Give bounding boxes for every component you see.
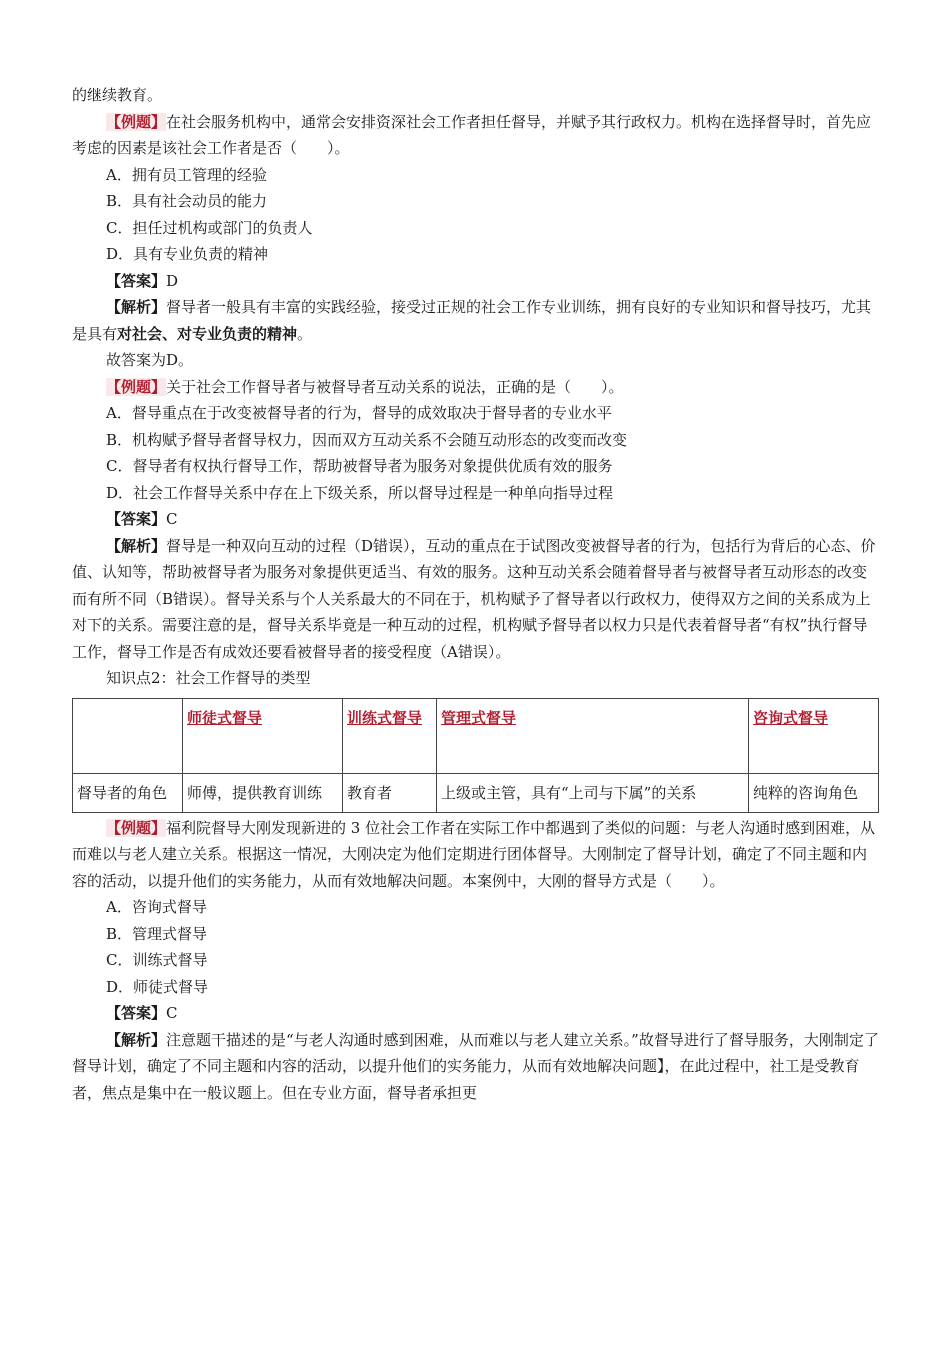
- knowledge-point-heading: 知识点2：社会工作督导的类型: [106, 669, 311, 687]
- table-cell: 教育者: [343, 773, 437, 812]
- table-header-cell: [343, 698, 437, 773]
- q2-answer-value: C: [166, 510, 178, 528]
- header-link-management[interactable]: 管理式督导: [441, 708, 517, 727]
- example-tag: 【例题】: [106, 818, 167, 837]
- q1-option-a: A．拥有员工管理的经验: [106, 165, 267, 184]
- table-cell: 督导者的角色: [73, 773, 183, 812]
- table-cell: 上级或主管，具有“上司与下属”的关系: [437, 773, 749, 812]
- q3-analysis-text: 注意题干描述的是“与老人沟通时感到困难，从而难以与老人建立关系。”故督导进行了督导服务，大刚制定了督导计划，确定了不同主题和内容的活动，以提升他们的实务能力，从而有效地解决问题】，在此过程中，社工是受教育者，焦点是集中在一般议题上。但在专业方面，督导者承担更: [72, 1030, 879, 1102]
- table-header-cell: [749, 698, 879, 773]
- q2-option-d: D．社会工作督导关系中存在上下级关系，所以督导过程是一种单向指导过程: [106, 483, 614, 502]
- q2-stem: 关于社会工作督导者与被督导者互动关系的说法，正确的是（ ）。: [166, 377, 624, 396]
- answer-label: 【答案】: [106, 271, 167, 290]
- q2-option-b: B．机构赋予督导者督导权力，因而双方互动关系不会随互动形态的改变而改变: [106, 430, 628, 449]
- q3-answer: [72, 1000, 880, 1027]
- q3-answer-value: C: [166, 1004, 178, 1022]
- q3-option-a: A．咨询式督导: [106, 898, 207, 916]
- q2-analysis: [72, 533, 880, 666]
- q3-option-d: D．师徒式督导: [106, 977, 209, 996]
- example-tag: 【例题】: [106, 112, 167, 131]
- q1-option-d: D．具有专业负责的精神: [106, 245, 269, 263]
- example-tag: 【例题】: [106, 377, 167, 396]
- q2-option-c: C．督导者有权执行督导工作，帮助被督导者为服务对象提供优质有效的服务: [106, 457, 613, 475]
- q2-option-a: A．督导重点在于改变被督导者的行为，督导的成效取决于督导者的专业水平: [106, 404, 612, 422]
- q1-answer-value: D: [166, 271, 179, 290]
- document-page: [72, 82, 880, 1106]
- table-header-row: [73, 698, 879, 773]
- q3-stem: 福利院督导大刚发现新进的 3 位社会工作者在实际工作中都遇到了类似的问题：与老人沟通时感到困难，从而难以与老人建立关系。根据这一情况，大刚决定为他们定期进行团体督导。大刚制定了督导计划，确定了不同主题和内容的活动，以提升他们的实务能力，从而有效地解决问题。本案例中，大刚的督导方式是（ ）。: [72, 818, 876, 890]
- header-link-mentor[interactable]: 师徒式督导: [187, 708, 263, 727]
- table-header-cell: [73, 698, 183, 773]
- analysis-label: 【解析】: [106, 1030, 167, 1049]
- table-header-cell: [183, 698, 343, 773]
- q1-analysis-post: 。: [297, 324, 313, 343]
- table-cell: 纯粹的咨询角色: [749, 773, 879, 812]
- q1-stem: 在社会服务机构中，通常会安排资深社会工作者担任督导，并赋予其行政权力。机构在选择督导时，首先应考虑的因素是该社会工作者是否（ ）。: [72, 112, 872, 157]
- answer-label: 【答案】: [106, 1004, 167, 1022]
- q3-analysis: [72, 1027, 880, 1107]
- q2-stem-paragraph: [72, 374, 880, 401]
- q1-option-c: C．担任过机构或部门的负责人: [106, 218, 313, 237]
- q3-option-b: B．管理式督导: [106, 924, 208, 943]
- table-cell: 师傅，提供教育训练: [183, 773, 343, 812]
- q1-analysis-bold: 对社会、对专业负责的精神: [117, 324, 298, 343]
- supervision-types-table: [72, 698, 879, 813]
- analysis-label: 【解析】: [106, 536, 167, 555]
- analysis-label: 【解析】: [106, 298, 167, 316]
- q2-analysis-text: 督导是一种双向互动的过程（D错误），互动的重点在于试图改变被督导者的行为，包括行为背后的心态、价值、认知等，帮助被督导者为服务对象提供更适当、有效的服务。这种互动关系会随着督导者与被督导者互动形态的改变而有所不同（B错误）。督导关系与个人关系最大的不同在于，机构赋予了督导者以行政权力，使得双方之间的关系成为上对下的关系。需要注意的是，督导关系毕竟是一种互动的过程，机构赋予督导者以权力只是代表着督导者“有权”执行督导工作，督导工作是否有成效还要看被督导者的接受程度（A错误）。: [72, 536, 876, 661]
- q3-option-c: C．训练式督导: [106, 951, 208, 969]
- header-link-consulting[interactable]: 咨询式督导: [753, 708, 829, 727]
- q1-option-b: B．具有社会动员的能力: [106, 192, 268, 210]
- answer-label: 【答案】: [106, 510, 167, 528]
- q1-analysis: [72, 294, 880, 347]
- q3-stem-paragraph: [72, 815, 880, 895]
- intro-tail: 的继续教育。: [72, 86, 163, 104]
- q1-analysis-pre: 督导者一般具有丰富的实践经验，接受过正规的社会工作专业训练，拥有良好的专业知识和督导技巧，尤其是具有: [72, 298, 872, 343]
- q1-stem-paragraph: [72, 109, 880, 162]
- q2-answer: [72, 506, 880, 533]
- table-header-cell: [437, 698, 749, 773]
- header-link-training[interactable]: 训练式督导: [347, 708, 423, 727]
- table-row: [73, 773, 879, 812]
- q1-answer: [72, 268, 880, 295]
- q1-conclusion: 故答案为D。: [106, 351, 194, 369]
